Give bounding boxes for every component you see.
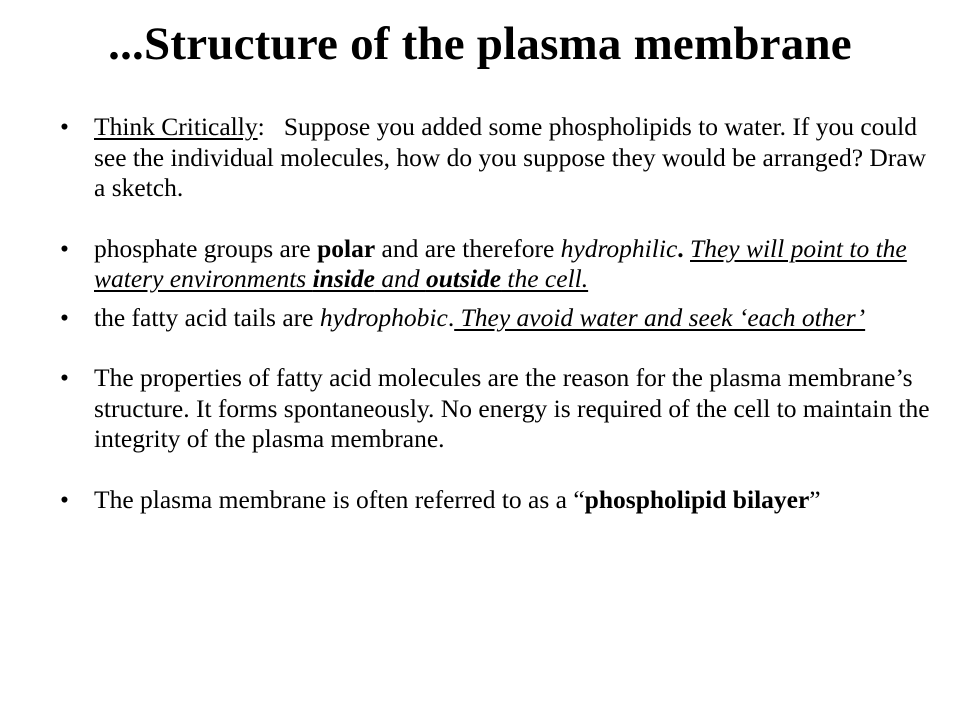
inside-term: inside (312, 264, 375, 293)
fatty-text-1: the fatty acid tails are (94, 302, 320, 332)
think-critically-colon: : (257, 112, 265, 141)
bullet-think-critically (58, 112, 938, 204)
hydrophobic-term: hydrophobic (319, 302, 448, 332)
hydrophilic-term: hydrophilic (560, 233, 678, 263)
bullet-list (58, 112, 938, 515)
phosphate-text-2: and are therefore (375, 233, 561, 263)
think-critically-label: Think Critically (94, 112, 258, 141)
phospholipid-bilayer-term: phospholipid bilayer (584, 484, 810, 514)
think-critically-text: Suppose you added some phospholipids to water. If you could see the individual molecules, how do you suppose they would be arranged? Draw a sketch. (94, 112, 927, 202)
outside-term: outside (425, 264, 502, 293)
bullet-fatty-acid-tails (58, 303, 938, 334)
bullet-phosphate-groups (58, 234, 938, 295)
polar-term: polar (317, 233, 376, 263)
slide-title: ...Structure of the plasma membrane (108, 18, 852, 70)
bilayer-text-2: ” (809, 484, 821, 514)
bullet-properties (58, 363, 938, 455)
phosphate-text-1: phosphate groups are (94, 233, 318, 263)
phosphate-period: . (677, 233, 684, 263)
phosphate-underlined-2: and (374, 264, 426, 293)
fatty-period: . (447, 302, 455, 332)
fatty-underlined-text: They avoid water and seek ‘each other’ (454, 302, 866, 332)
bullet-bilayer (58, 485, 938, 516)
properties-text: The properties of fatty acid molecules are the reason for the plasma membrane’s structure. It forms spontaneously. No energy is required of the cell to maintain the integrity of the plasma membrane. (94, 363, 930, 453)
bilayer-text-1: The plasma membrane is often referred to as a “ (94, 484, 585, 514)
phosphate-underlined-3: the cell. (501, 264, 589, 293)
phosphate-underlined-1: They will point to the watery environments (94, 233, 907, 293)
